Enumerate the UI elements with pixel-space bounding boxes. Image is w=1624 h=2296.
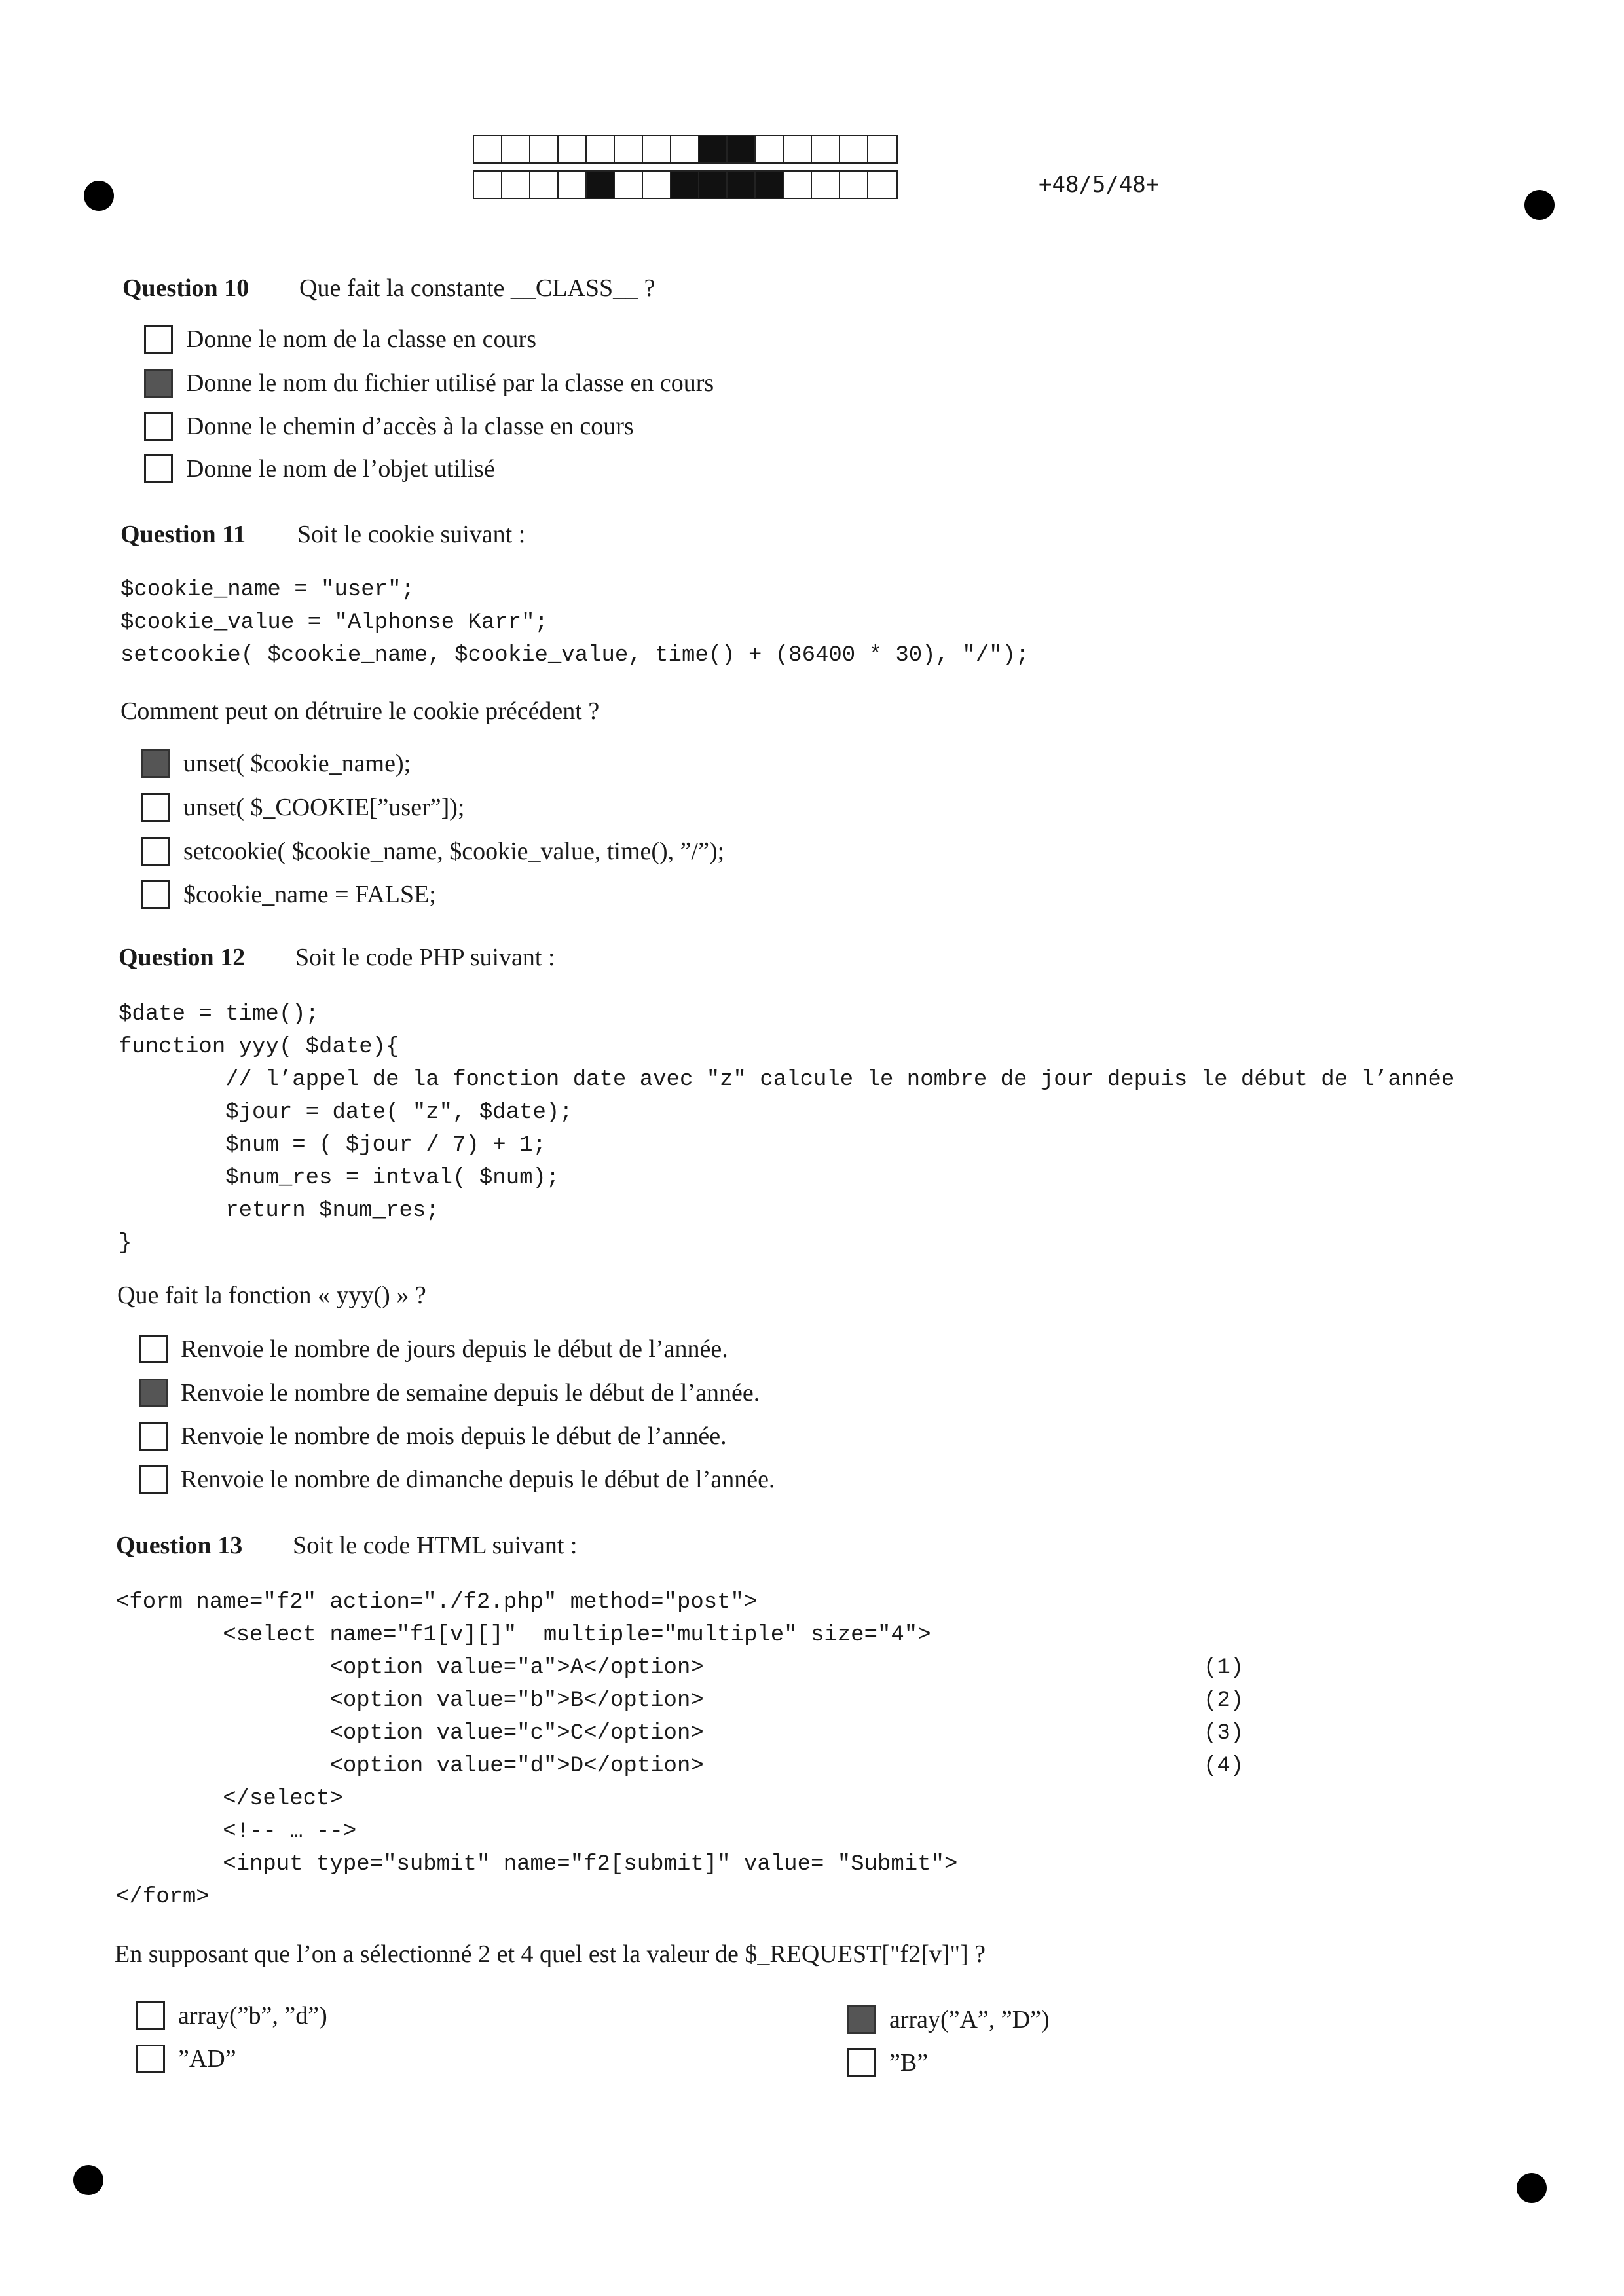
- question-label: Question 11: [120, 521, 246, 548]
- checkbox[interactable]: [141, 793, 170, 822]
- answer-option[interactable]: [141, 880, 436, 909]
- checkbox[interactable]: [136, 2001, 165, 2030]
- answer-label: array(”A”, ”D”): [889, 2006, 1050, 2033]
- barcode-cell: [868, 172, 896, 198]
- barcode-cell: [671, 136, 699, 162]
- answer-option[interactable]: [847, 2005, 1050, 2034]
- question-11-heading: [120, 520, 525, 549]
- barcode-row-2: [473, 170, 898, 199]
- question-12-heading: [119, 943, 555, 972]
- page-id: +48/5/48+: [1039, 172, 1160, 198]
- answer-label: unset( $_COOKIE[”user”]);: [183, 794, 465, 821]
- barcode-cell: [868, 136, 896, 162]
- barcode-cell: [559, 172, 587, 198]
- answer-option[interactable]: [847, 2048, 928, 2077]
- checkbox[interactable]: [141, 749, 170, 778]
- answer-label: ”AD”: [178, 2045, 236, 2073]
- question-subprompt: Que fait la fonction « yyy() » ?: [117, 1282, 426, 1309]
- barcode-cell: [728, 172, 756, 198]
- barcode-cell: [812, 172, 840, 198]
- barcode-cell: [784, 172, 812, 198]
- question-prompt: Soit le code PHP suivant :: [295, 944, 555, 971]
- checkbox[interactable]: [847, 2048, 876, 2077]
- question-13-heading: [116, 1531, 577, 1560]
- question-prompt: Que fait la constante __CLASS__ ?: [299, 274, 655, 302]
- answer-label: Renvoie le nombre de mois depuis le début de l’année.: [181, 1422, 727, 1450]
- question-label: Question 12: [119, 944, 246, 971]
- answer-label: Donne le nom du fichier utilisé par la classe en cours: [186, 369, 714, 397]
- barcode-cell: [615, 136, 643, 162]
- barcode-cell: [643, 172, 671, 198]
- barcode-cell: [840, 136, 868, 162]
- answer-option[interactable]: [136, 2001, 327, 2030]
- corner-mark-bottom-right: [1517, 2173, 1547, 2203]
- line-reference: (4): [1204, 1754, 1244, 1779]
- answer-label: Donne le nom de l’objet utilisé: [186, 455, 495, 483]
- answer-label: Renvoie le nombre de semaine depuis le début de l’année.: [181, 1379, 760, 1407]
- php-code-block: $cookie_name = "user"; $cookie_value = "Alphonse Karr"; setcookie( $cookie_name, $cookie_value, time() + (86400 * 30), "/");: [120, 578, 1029, 668]
- checkbox[interactable]: [136, 2045, 165, 2073]
- checkbox[interactable]: [847, 2005, 876, 2034]
- answer-option[interactable]: [141, 793, 464, 822]
- question-prompt: Soit le code HTML suivant :: [293, 1532, 578, 1559]
- question-subprompt: Comment peut on détruire le cookie précédent ?: [120, 697, 600, 725]
- answer-label: array(”b”, ”d”): [178, 2002, 327, 2029]
- barcode-cell: [699, 172, 728, 198]
- corner-mark-top-left: [84, 181, 114, 211]
- checkbox[interactable]: [144, 369, 173, 398]
- line-reference: (2): [1204, 1688, 1244, 1713]
- answer-option[interactable]: [139, 1422, 727, 1451]
- barcode-cell: [671, 172, 699, 198]
- question-subprompt: En supposant que l’on a sélectionné 2 et 4 quel est la valeur de $_REQUEST["f2[v]"] ?: [115, 1940, 986, 1968]
- checkbox[interactable]: [139, 1465, 168, 1494]
- barcode-cell: [812, 136, 840, 162]
- answer-label: Renvoie le nombre de dimanche depuis le début de l’année.: [181, 1466, 775, 1493]
- barcode-cell: [530, 172, 559, 198]
- barcode-cell: [643, 136, 671, 162]
- answer-label: setcookie( $cookie_name, $cookie_value, time(), ”/”);: [183, 838, 725, 865]
- barcode-cell: [587, 172, 615, 198]
- corner-mark-bottom-left: [73, 2165, 103, 2195]
- answer-option[interactable]: [144, 369, 714, 398]
- answer-option[interactable]: [144, 325, 536, 354]
- barcode-cell: [840, 172, 868, 198]
- answer-option[interactable]: [144, 412, 634, 441]
- line-reference: (1): [1204, 1656, 1244, 1680]
- answer-option[interactable]: [139, 1335, 728, 1363]
- checkbox[interactable]: [144, 454, 173, 483]
- barcode-cell: [756, 172, 784, 198]
- checkbox[interactable]: [139, 1379, 168, 1407]
- barcode-cell: [756, 136, 784, 162]
- answer-option[interactable]: [139, 1379, 760, 1407]
- checkbox[interactable]: [144, 325, 173, 354]
- answer-label: Donne le nom de la classe en cours: [186, 325, 536, 353]
- barcode-cell: [615, 172, 643, 198]
- php-code-block: $date = time(); function yyy( $date){ // l’appel de la fonction date avec "z" calcule le nombre de jour depuis le début de l’année $jour = date( "z", $date); $num = ( $jour / 7) + 1; $num_res = intval( $num); return $num_res; }: [119, 1002, 1455, 1256]
- barcode-row-1: [473, 135, 898, 164]
- barcode-cell: [502, 136, 530, 162]
- answer-option[interactable]: [136, 2045, 236, 2073]
- checkbox[interactable]: [141, 880, 170, 909]
- html-code-block: <form name="f2" action="./f2.php" method="post"> <select name="f1[v][]" multiple="multiple" size="4"> <option value="a">A</option> <option value="b">B</option> <option value="c">C</option> <option value="d">D</option> </select> <!-- … --> <input type="submit" name="f2[submit]" value= "Submit"> </form>: [116, 1590, 958, 1910]
- checkbox[interactable]: [139, 1335, 168, 1363]
- question-label: Question 13: [116, 1532, 243, 1559]
- answer-label: unset( $cookie_name);: [183, 750, 411, 777]
- answer-option[interactable]: [141, 837, 724, 866]
- answer-label: $cookie_name = FALSE;: [183, 881, 436, 908]
- answer-option[interactable]: [144, 454, 495, 483]
- barcode-cell: [699, 136, 728, 162]
- answer-label: ”B”: [889, 2049, 929, 2077]
- barcode-cell: [530, 136, 559, 162]
- corner-mark-top-right: [1524, 190, 1555, 220]
- checkbox[interactable]: [141, 837, 170, 866]
- barcode-cell: [474, 172, 502, 198]
- question-label: Question 10: [122, 274, 249, 302]
- checkbox[interactable]: [139, 1422, 168, 1451]
- barcode-cell: [474, 136, 502, 162]
- answer-label: Donne le chemin d’accès à la classe en cours: [186, 413, 634, 440]
- line-reference: (3): [1204, 1721, 1244, 1746]
- answer-label: Renvoie le nombre de jours depuis le début de l’année.: [181, 1335, 728, 1363]
- barcode-cell: [728, 136, 756, 162]
- barcode-cell: [559, 136, 587, 162]
- checkbox[interactable]: [144, 412, 173, 441]
- barcode-cell: [502, 172, 530, 198]
- question-10-heading: [122, 274, 655, 303]
- answer-option[interactable]: [139, 1465, 775, 1494]
- barcode-cell: [784, 136, 812, 162]
- answer-option[interactable]: [141, 749, 411, 778]
- barcode-cell: [587, 136, 615, 162]
- question-prompt: Soit le cookie suivant :: [297, 521, 526, 548]
